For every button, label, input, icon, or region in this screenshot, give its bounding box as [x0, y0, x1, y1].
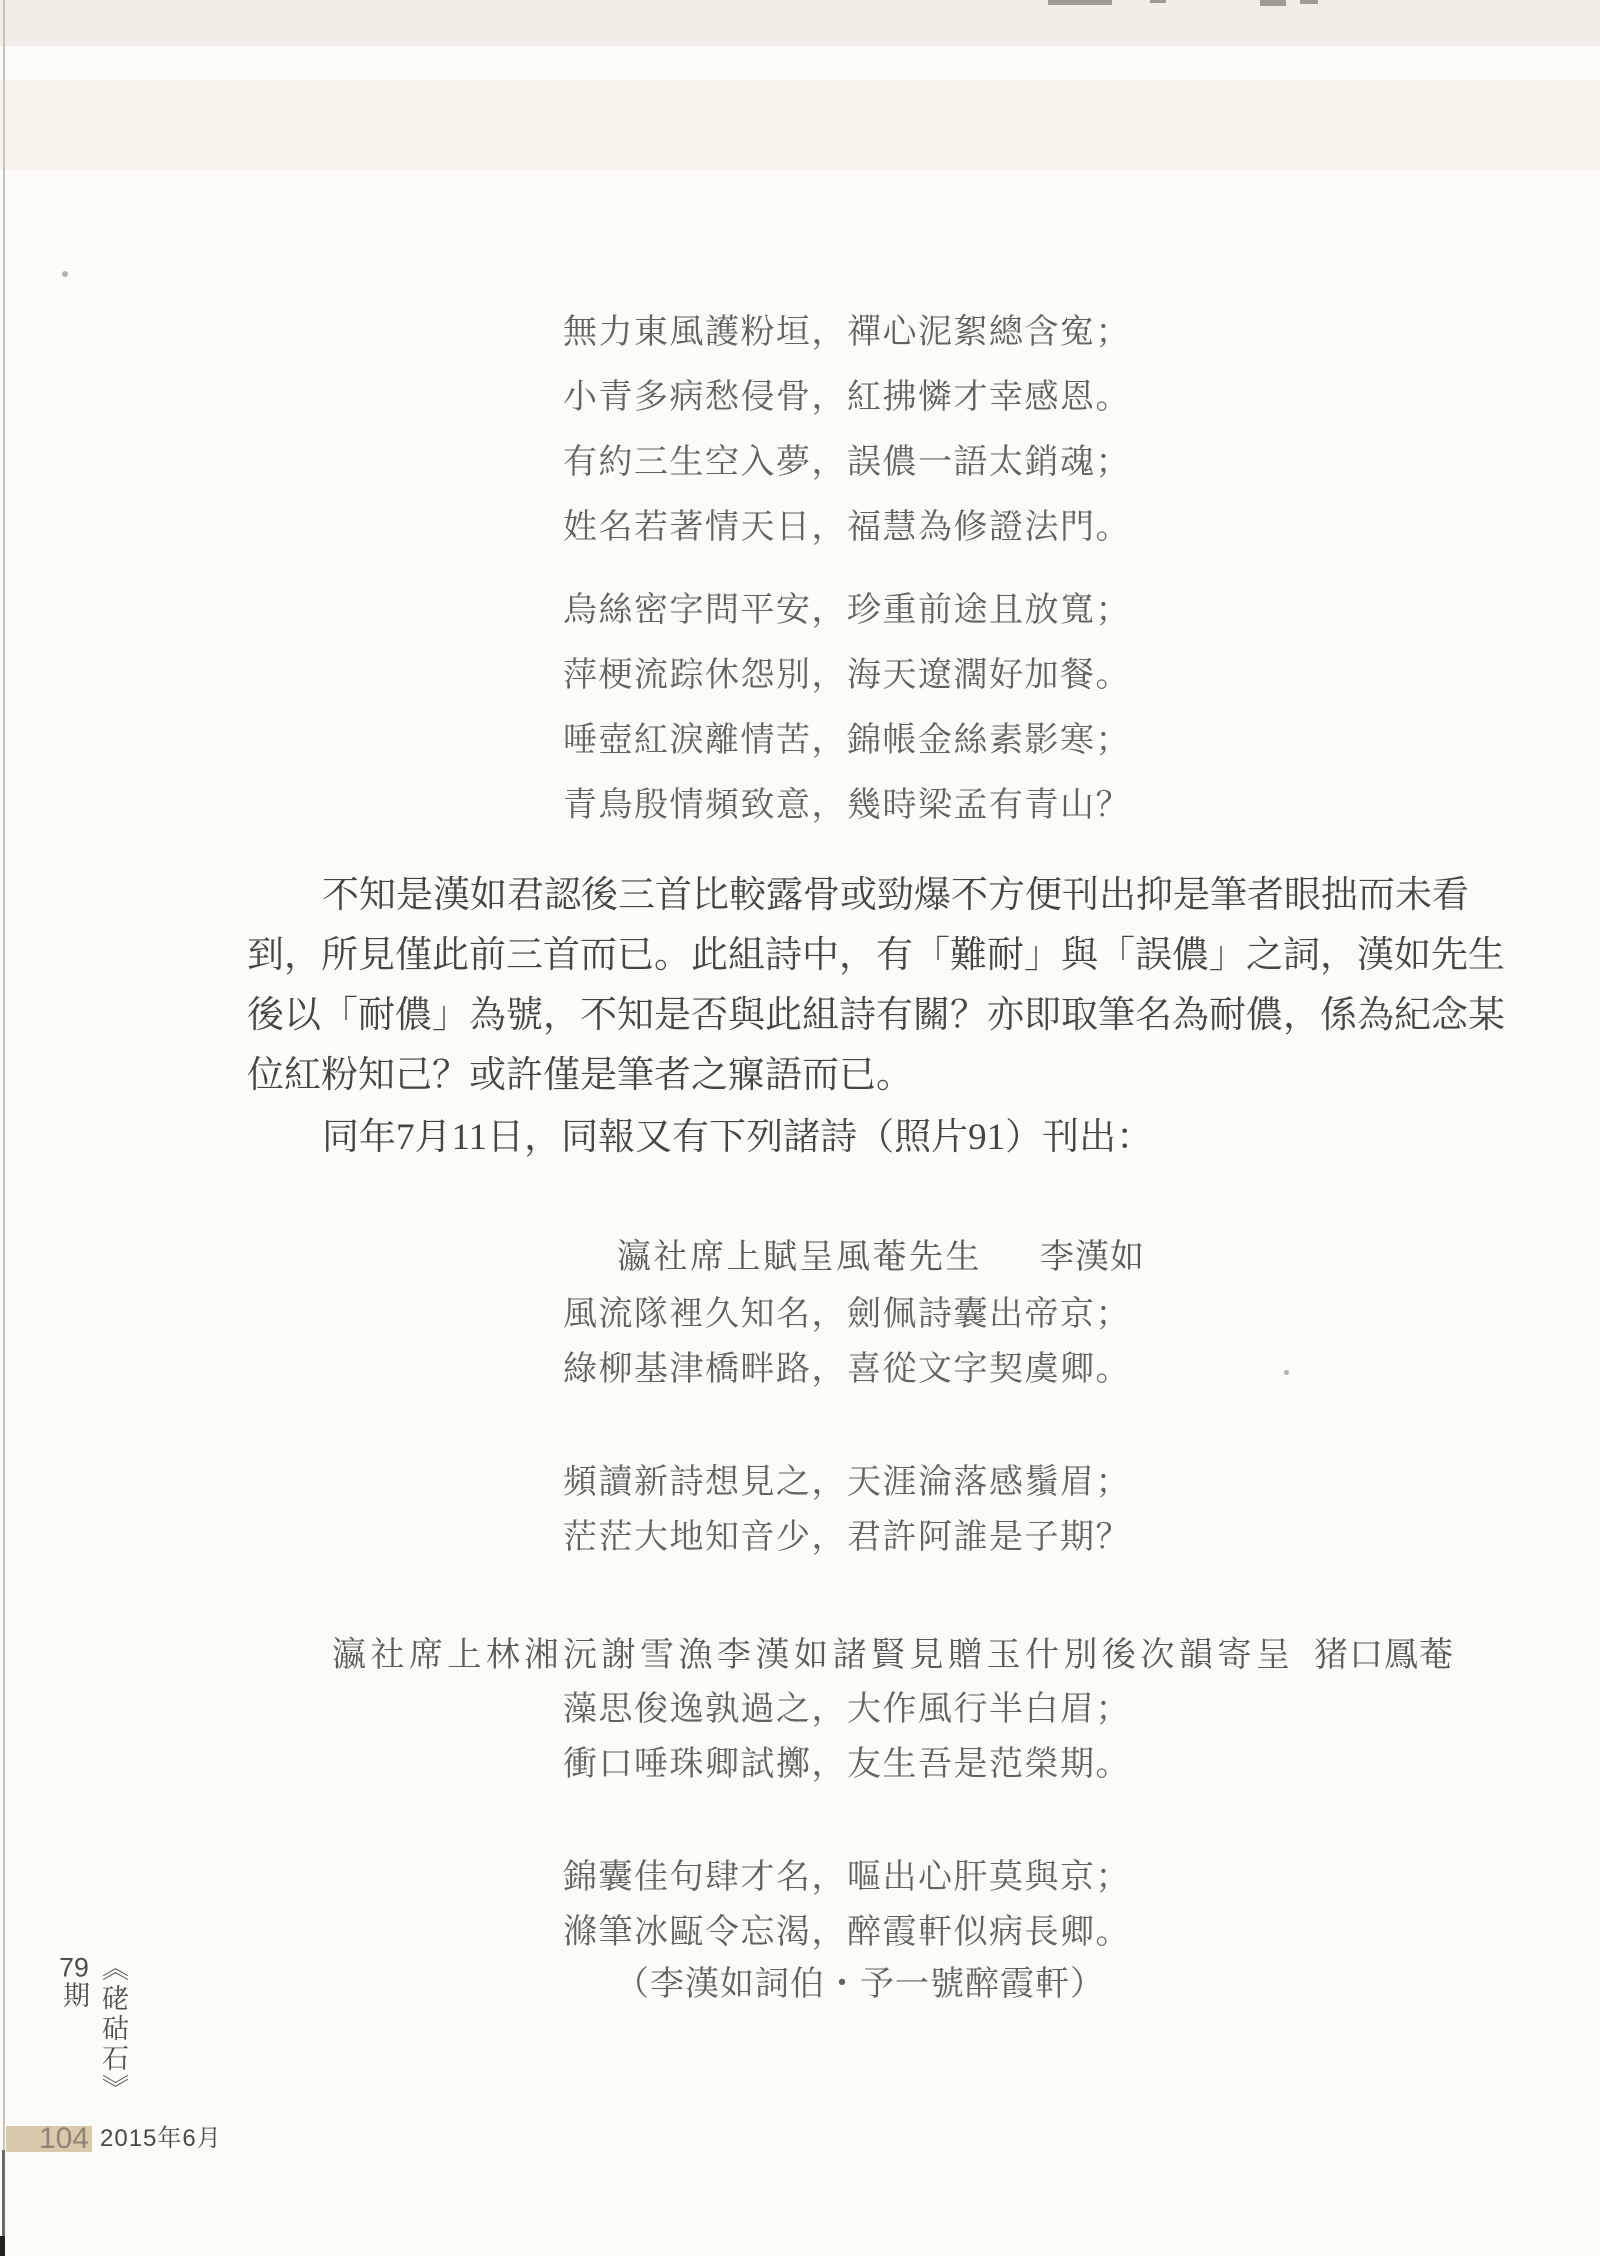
poem-attribution-note: （李漢如詞伯・予一號醉霞軒） — [615, 1966, 1105, 2003]
commentary-line: 位紅粉知己？或許僅是筆者之寱語而已。 — [247, 1055, 913, 1096]
poem-line: 有約三生空入夢，誤儂一語太銷魂； — [563, 444, 1131, 481]
poem-line: 滌筆冰甌令忘渴，醉霞軒似病長卿。 — [563, 1914, 1131, 1951]
scan-speck — [1284, 1370, 1289, 1375]
page-edge-blob — [0, 2236, 5, 2256]
scan-tint-band-top — [0, 0, 1600, 46]
poem-line: 藻思俊逸孰過之，大作風行半白眉； — [563, 1691, 1131, 1728]
poem-author: 李漢如 — [1040, 1239, 1145, 1276]
scan-artifact-top-mark — [1048, 0, 1112, 5]
poem-line: 青鳥殷情頻致意，幾時梁孟有青山？ — [563, 787, 1131, 824]
commentary-line: 不知是漢如君認後三首比較露骨或勁爆不方便刊出抑是筆者眼拙而未看 — [322, 875, 1469, 916]
issue-date: 2015年6月 — [100, 2125, 222, 2152]
commentary-line: 到，所見僅此前三首而已。此組詩中，有「難耐」與「誤儂」之詞，漢如先生 — [247, 935, 1505, 976]
scan-artifact-top-mark — [1260, 0, 1286, 6]
journal-issue-number: 79 — [59, 1954, 89, 1981]
page-number-box — [6, 2122, 92, 2155]
poem-line: 烏絲密字問平安，珍重前途且放寬； — [563, 592, 1131, 629]
poem-author: 猪口鳳菴 — [1314, 1637, 1454, 1674]
scan-artifact-top-mark — [1150, 0, 1166, 3]
poem-line: 無力東風護粉垣，禪心泥絮總含寃； — [563, 314, 1131, 351]
poem-title: 瀛社席上賦呈風菴先生 — [617, 1239, 982, 1276]
poem-line: 頻讀新詩想見之，天涯淪落感鬚眉； — [563, 1464, 1131, 1501]
page-number: 104 — [38, 2122, 89, 2155]
poem-line: 小青多病愁侵骨，紅拂憐才幸感恩。 — [563, 379, 1131, 416]
poem-title: 瀛社席上林湘沅謝雪漁李漢如諸賢見贈玉什別後次韻寄呈 — [332, 1637, 1295, 1674]
poem-line: 唾壺紅淚離情苦，錦帳金絲素影寒； — [563, 722, 1131, 759]
poem-line: 風流隊裡久知名，劍佩詩囊出帝京； — [563, 1296, 1131, 1333]
poem-line: 茫茫大地知音少，君許阿誰是子期？ — [563, 1519, 1131, 1556]
scan-tint-band-faint — [0, 80, 1600, 170]
scan-artifact-top-mark — [1300, 0, 1318, 4]
journal-name: 《硓𥑮石》 — [98, 1954, 128, 2104]
commentary-line: 後以「耐儂」為號，不知是否與此組詩有關？亦即取筆名為耐儂，係為紀念某 — [247, 995, 1505, 1036]
poem-line: 萍梗流踪休怨別，海天遼濶好加餐。 — [563, 657, 1131, 694]
poem-line: 衝口唾珠卿試擲，友生吾是范榮期。 — [563, 1746, 1131, 1783]
page-edge-line — [3, 0, 5, 2256]
scan-speck — [62, 271, 68, 277]
poem-line: 錦囊佳句肆才名，嘔出心肝莫與京； — [563, 1859, 1131, 1896]
journal-spine-title — [55, 1954, 133, 2124]
poem-line: 姓名若著情天日，福慧為修證法門。 — [563, 509, 1131, 546]
commentary-line: 同年7月11日，同報又有下列諸詩（照片91）刊出： — [322, 1117, 1154, 1158]
poem-line: 綠柳基津橋畔路，喜從文字契虞卿。 — [563, 1351, 1131, 1388]
journal-issue-unit: 期 — [59, 1981, 89, 2011]
